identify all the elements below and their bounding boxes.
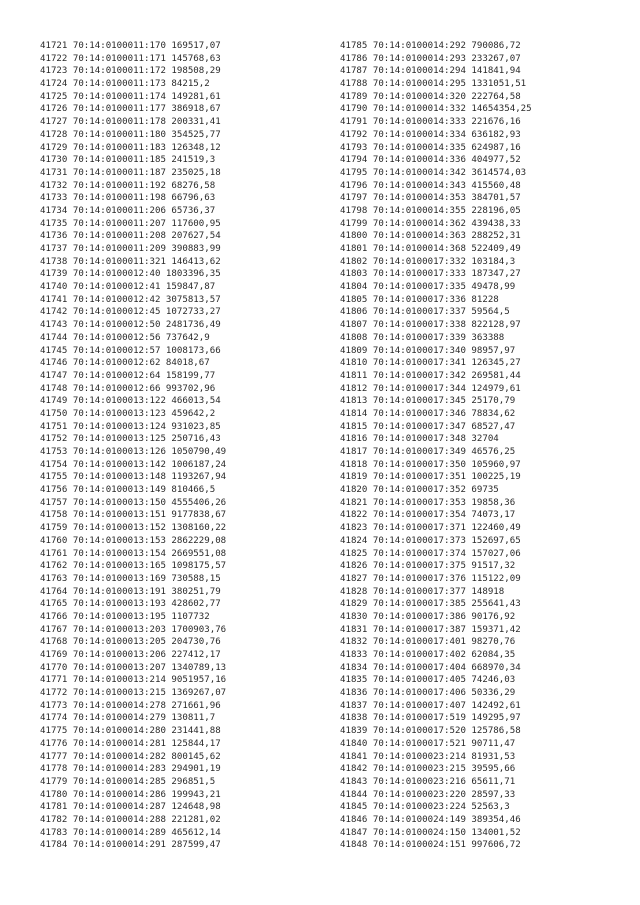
table-row [40,205,226,218]
row-text: 41846 70:14:0100024:149 389354,46 [340,814,521,825]
row-text: 41830 70:14:0100017:386 90176,92 [340,611,516,622]
table-row [40,814,226,827]
row-text: 41757 70:14:0100013:150 4555406,26 [40,497,227,508]
row-text: 41721 70:14:0100011:170 169517,07 [40,41,221,51]
table-row [40,129,226,142]
table-row [40,230,226,243]
row-text: 41762 70:14:0100013:165 1098175,57 [40,561,227,572]
row-text: 41847 70:14:0100024:150 134001,52 [340,827,521,838]
table-row [40,40,226,53]
table-row [340,789,532,802]
table-row [340,268,532,281]
table-row [40,383,226,396]
row-text: 41728 70:14:0100011:180 354525,77 [40,129,221,140]
row-text: 41745 70:14:0100012:57 1008173,66 [40,345,221,356]
table-row [40,636,226,649]
row-text: 41783 70:14:0100014:289 465612,14 [40,827,221,838]
table-row [40,535,226,548]
table-row [340,535,532,548]
row-text: 41724 70:14:0100011:173 84215,2 [40,79,210,90]
row-text: 41723 70:14:0100011:172 198508,29 [40,66,221,77]
table-row [40,91,226,104]
row-text: 41791 70:14:0100014:333 221676,16 [340,117,521,128]
row-text: 41738 70:14:0100011:321 146413,62 [40,256,221,267]
row-text: 41765 70:14:0100013:193 428602,77 [40,599,221,610]
table-row [340,662,532,675]
table-row [340,763,532,776]
row-text: 41787 70:14:0100014:294 141841,94 [340,66,521,77]
row-text: 41776 70:14:0100014:281 125844,17 [40,738,221,749]
row-text: 41808 70:14:0100017:339 363388 [340,332,505,343]
table-row [340,357,532,370]
row-text: 41813 70:14:0100017:345 25170,79 [340,396,516,407]
row-text: 41848 70:14:0100024:151 997606,72 [340,840,521,851]
row-text: 41760 70:14:0100013:153 2862229,08 [40,535,227,546]
row-text: 41796 70:14:0100014:343 415560,48 [340,180,521,191]
right-column [340,40,532,852]
row-text: 41782 70:14:0100014:288 221281,02 [40,814,221,825]
row-text: 41812 70:14:0100017:344 124979,61 [340,383,521,394]
table-row [40,586,226,599]
row-text: 41752 70:14:0100013:125 250716,43 [40,434,221,445]
row-text: 41802 70:14:0100017:332 103184,3 [340,256,516,267]
table-row [340,598,532,611]
table-row [340,103,532,116]
table-row [340,319,532,332]
row-text: 41758 70:14:0100013:151 9177838,67 [40,510,227,521]
table-row [340,700,532,713]
table-row [40,78,226,91]
row-text: 41842 70:14:0100023:215 39595,66 [340,764,516,775]
table-row [40,357,226,370]
table-row [340,801,532,814]
row-text: 41781 70:14:0100014:287 124648,98 [40,802,221,813]
row-text: 41792 70:14:0100014:334 636182,93 [340,129,521,140]
row-text: 41725 70:14:0100011:174 149281,61 [40,91,221,102]
table-row [340,180,532,193]
table-row [40,192,226,205]
table-row [40,294,226,307]
row-text: 41827 70:14:0100017:376 115122,09 [340,573,521,584]
row-text: 41767 70:14:0100013:203 1700903,76 [40,624,227,635]
row-text: 41726 70:14:0100011:177 386918,67 [40,104,221,115]
table-row [40,446,226,459]
table-row [340,142,532,155]
row-text: 41733 70:14:0100011:198 66796,63 [40,193,216,204]
row-text: 41839 70:14:0100017:520 125786,58 [340,726,521,737]
table-row [340,383,532,396]
left-column [40,40,226,852]
table-row [40,281,226,294]
row-text: 41748 70:14:0100012:66 993702,96 [40,383,216,394]
row-text: 41821 70:14:0100017:353 19858,36 [340,497,516,508]
row-text: 41820 70:14:0100017:352 69735 [340,485,499,496]
table-row [340,306,532,319]
row-text: 41789 70:14:0100014:320 222764,58 [340,91,521,102]
table-row [40,471,226,484]
table-row [340,243,532,256]
row-text: 41741 70:14:0100012:42 3075813,57 [40,294,221,305]
table-row [340,611,532,624]
row-text: 41833 70:14:0100017:402 62084,35 [340,650,516,660]
table-row [340,230,532,243]
row-text: 41754 70:14:0100013:142 1006187,24 [40,459,227,470]
table-row [40,53,226,66]
table-row [340,421,532,434]
table-row [40,395,226,408]
row-text: 41843 70:14:0100023:216 65611,71 [340,776,516,787]
table-row [40,522,226,535]
row-text: 41819 70:14:0100017:351 100225,19 [340,472,521,483]
row-text: 41731 70:14:0100011:187 235025,18 [40,167,221,178]
table-row [40,345,226,358]
table-row [340,522,532,535]
table-row [340,471,532,484]
row-text: 41799 70:14:0100014:362 439438,33 [340,218,521,229]
table-row [40,142,226,155]
row-text: 41822 70:14:0100017:354 74073,17 [340,510,516,521]
row-text: 41775 70:14:0100014:280 231441,88 [40,726,221,737]
table-row [40,509,226,522]
row-text: 41832 70:14:0100017:401 98270,76 [340,637,516,648]
table-row [340,78,532,91]
table-row [340,446,532,459]
row-text: 41778 70:14:0100014:283 294901,19 [40,764,221,775]
row-text: 41764 70:14:0100013:191 380251,79 [40,586,221,597]
row-text: 41807 70:14:0100017:338 822128,97 [340,320,521,331]
row-text: 41814 70:14:0100017:346 78834,62 [340,408,516,419]
row-text: 41815 70:14:0100017:347 68527,47 [340,421,516,432]
table-row [340,712,532,725]
row-text: 41729 70:14:0100011:183 126348,12 [40,142,221,153]
table-row [340,167,532,180]
row-text: 41774 70:14:0100014:279 130811,7 [40,713,216,724]
table-row [40,776,226,789]
row-text: 41828 70:14:0100017:377 148918 [340,586,505,597]
row-text: 41823 70:14:0100017:371 122460,49 [340,523,521,534]
row-text: 41772 70:14:0100013:215 1369267,07 [40,688,227,699]
table-row [40,256,226,269]
row-text: 41746 70:14:0100012:62 84018,67 [40,358,210,369]
table-row [340,624,532,637]
table-row [40,598,226,611]
row-text: 41818 70:14:0100017:350 105960,97 [340,459,521,470]
table-row [340,560,532,573]
table-row [340,497,532,510]
row-text: 41837 70:14:0100017:407 142492,61 [340,700,521,711]
table-row [40,624,226,637]
table-row [40,167,226,180]
row-text: 41766 70:14:0100013:195 1107732 [40,611,210,622]
row-text: 41788 70:14:0100014:295 1331051,51 [340,79,527,90]
table-row [40,103,226,116]
table-row [40,687,226,700]
row-text: 41825 70:14:0100017:374 157027,06 [340,548,521,559]
row-text: 41845 70:14:0100023:224 52563,3 [340,802,510,813]
row-text: 41809 70:14:0100017:340 98957,97 [340,345,516,356]
row-text: 41763 70:14:0100013:169 730588,15 [40,573,221,584]
table-row [40,65,226,78]
table-row [40,306,226,319]
row-text: 41841 70:14:0100023:214 81931,53 [340,751,516,762]
table-row [40,332,226,345]
table-row [40,763,226,776]
table-row [340,116,532,129]
row-text: 41840 70:14:0100017:521 90711,47 [340,738,516,749]
row-text: 41732 70:14:0100011:192 68276,58 [40,180,216,191]
table-row [340,345,532,358]
table-row [340,687,532,700]
row-text: 41734 70:14:0100011:206 65736,37 [40,205,216,216]
table-row [340,827,532,840]
row-text: 41793 70:14:0100014:335 624987,16 [340,142,521,153]
row-text: 41836 70:14:0100017:406 50336,29 [340,688,516,699]
row-text: 41770 70:14:0100013:207 1340789,13 [40,662,227,673]
table-row [340,776,532,789]
table-row [40,319,226,332]
table-row [340,433,532,446]
table-row [340,814,532,827]
row-text: 41761 70:14:0100013:154 2669551,08 [40,548,227,559]
row-text: 41759 70:14:0100013:152 1308160,22 [40,523,227,534]
table-row [40,154,226,167]
row-text: 41777 70:14:0100014:282 800145,62 [40,751,221,762]
table-row [340,218,532,231]
table-row [40,370,226,383]
table-row [340,294,532,307]
row-text: 41834 70:14:0100017:404 668970,34 [340,662,521,673]
table-row [40,421,226,434]
row-text: 41800 70:14:0100014:363 288252,31 [340,231,521,242]
table-row [340,738,532,751]
row-text: 41769 70:14:0100013:206 227412,17 [40,650,221,660]
row-text: 41801 70:14:0100014:368 522409,49 [340,244,521,254]
row-text: 41744 70:14:0100012:56 737642,9 [40,332,210,343]
row-text: 41749 70:14:0100013:122 466013,54 [40,396,221,407]
row-text: 41780 70:14:0100014:286 199943,21 [40,789,221,800]
table-row [340,40,532,53]
row-text: 41826 70:14:0100017:375 91517,32 [340,561,516,572]
table-row [40,674,226,687]
row-text: 41722 70:14:0100011:171 145768,63 [40,53,221,64]
table-row [340,839,532,852]
table-row [40,801,226,814]
table-row [40,484,226,497]
table-row [40,548,226,561]
row-text: 41779 70:14:0100014:285 296851,5 [40,776,216,787]
row-text: 41771 70:14:0100013:214 9051957,16 [40,675,227,686]
row-text: 41755 70:14:0100013:148 1193267,94 [40,472,227,483]
table-row [340,636,532,649]
table-row [40,560,226,573]
table-row [40,459,226,472]
table-row [40,611,226,624]
table-row [340,484,532,497]
row-text: 41790 70:14:0100014:332 14654354,25 [340,104,532,115]
row-text: 41805 70:14:0100017:336 81228 [340,294,499,305]
table-row [340,395,532,408]
row-text: 41798 70:14:0100014:355 228196,05 [340,205,521,216]
table-row [40,700,226,713]
table-row [340,332,532,345]
table-row [340,91,532,104]
table-row [340,751,532,764]
row-text: 41786 70:14:0100014:293 233267,07 [340,53,521,64]
table-row [40,738,226,751]
row-text: 41730 70:14:0100011:185 241519,3 [40,155,216,166]
table-row [40,116,226,129]
row-text: 41831 70:14:0100017:387 159371,42 [340,624,521,635]
table-row [340,674,532,687]
table-row [40,712,226,725]
row-text: 41794 70:14:0100014:336 404977,52 [340,155,521,166]
table-row [40,497,226,510]
row-text: 41773 70:14:0100014:278 271661,96 [40,700,221,711]
table-row [340,205,532,218]
table-row [340,192,532,205]
table-row [340,370,532,383]
row-text: 41804 70:14:0100017:335 49478,99 [340,282,516,293]
table-row [340,256,532,269]
row-text: 41742 70:14:0100012:45 1072733,27 [40,307,221,318]
row-text: 41740 70:14:0100012:41 159847,87 [40,282,216,293]
row-text: 41750 70:14:0100013:123 459642,2 [40,408,216,419]
row-text: 41838 70:14:0100017:519 149295,97 [340,713,521,724]
row-text: 41739 70:14:0100012:40 1803396,35 [40,269,221,280]
row-text: 41785 70:14:0100014:292 790086,72 [340,41,521,51]
table-row [340,53,532,66]
table-row [40,408,226,421]
row-text: 41737 70:14:0100011:209 390883,99 [40,244,221,254]
table-row [340,154,532,167]
table-row [40,839,226,852]
row-text: 41797 70:14:0100014:353 384701,57 [340,193,521,204]
row-text: 41756 70:14:0100013:149 810466,5 [40,485,216,496]
table-row [340,408,532,421]
row-text: 41795 70:14:0100014:342 3614574,03 [340,167,527,178]
table-row [340,459,532,472]
row-text: 41806 70:14:0100017:337 59564,5 [340,307,510,318]
row-text: 41844 70:14:0100023:220 28597,33 [340,789,516,800]
table-row [40,180,226,193]
table-row [340,509,532,522]
row-text: 41751 70:14:0100013:124 931023,85 [40,421,221,432]
row-text: 41747 70:14:0100012:64 158199,77 [40,370,216,381]
table-row [40,243,226,256]
table-row [340,586,532,599]
table-row [40,268,226,281]
table-row [40,751,226,764]
row-text: 41784 70:14:0100014:291 287599,47 [40,840,221,851]
table-row [40,433,226,446]
table-row [40,218,226,231]
table-row [40,662,226,675]
row-text: 41811 70:14:0100017:342 269581,44 [340,370,521,381]
table-row [340,548,532,561]
row-text: 41743 70:14:0100012:50 2481736,49 [40,320,221,331]
row-text: 41816 70:14:0100017:348 32704 [340,434,499,445]
row-text: 41753 70:14:0100013:126 1050790,49 [40,447,227,457]
table-row [340,281,532,294]
row-text: 41817 70:14:0100017:349 46576,25 [340,447,516,457]
table-row [40,725,226,738]
table-row [40,573,226,586]
row-text: 41829 70:14:0100017:385 255641,43 [340,599,521,610]
row-text: 41735 70:14:0100011:207 117600,95 [40,218,221,229]
table-row [340,65,532,78]
row-text: 41768 70:14:0100013:205 204730,76 [40,637,221,648]
row-text: 41835 70:14:0100017:405 74246,03 [340,675,516,686]
table-row [340,725,532,738]
table-row [40,827,226,840]
table-row [340,649,532,662]
row-text: 41803 70:14:0100017:333 187347,27 [340,269,521,280]
table-row [40,789,226,802]
row-text: 41727 70:14:0100011:178 200331,41 [40,117,221,128]
row-text: 41824 70:14:0100017:373 152697,65 [340,535,521,546]
table-row [340,129,532,142]
table-row [40,649,226,662]
row-text: 41736 70:14:0100011:208 207627,54 [40,231,221,242]
table-row [340,573,532,586]
row-text: 41810 70:14:0100017:341 126345,27 [340,358,521,369]
